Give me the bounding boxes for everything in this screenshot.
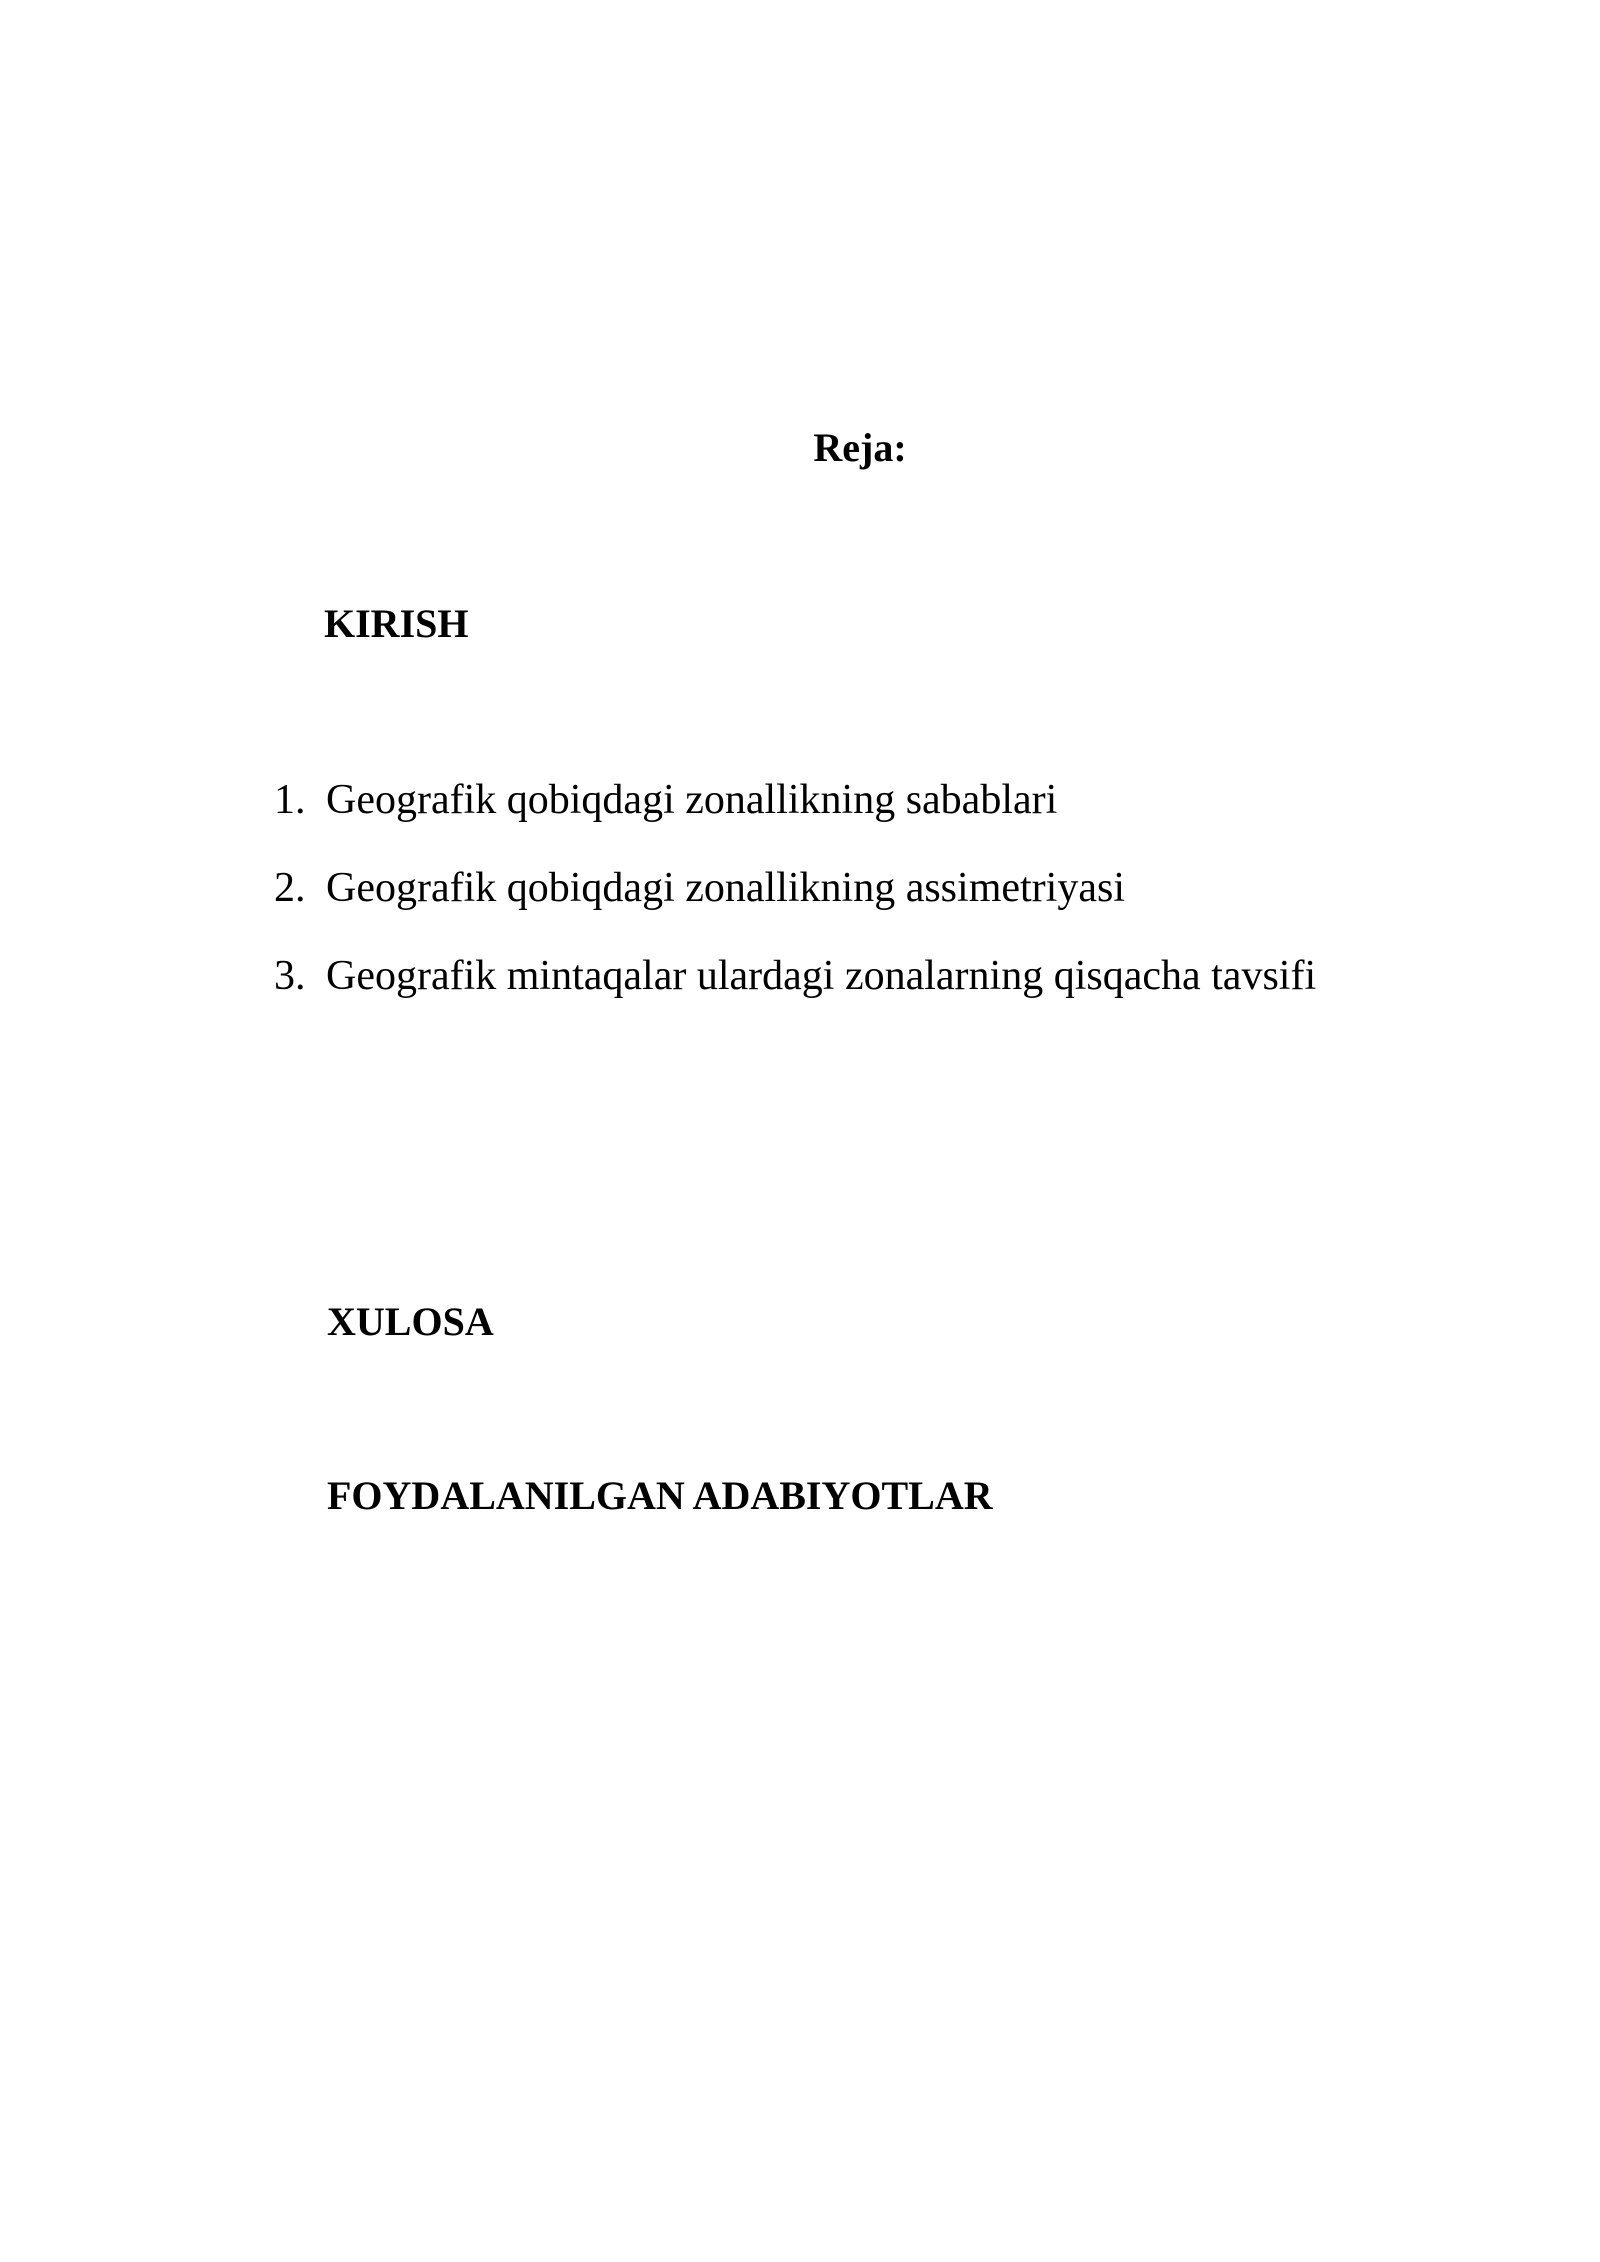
list-item-number: 2. xyxy=(274,865,306,911)
list-item-number: 1. xyxy=(274,777,306,823)
references-heading: FOYDALANILGAN ADABIYOTLAR xyxy=(327,1473,993,1518)
conclusion-heading: XULOSA xyxy=(327,1299,494,1344)
list-item-text: Geografik qobiqdagi zonallikning assimetriyasi xyxy=(326,865,1125,911)
intro-heading: KIRISH xyxy=(324,601,469,646)
list-item-number: 3. xyxy=(274,953,306,999)
list-item-text: Geografik qobiqdagi zonallikning sabablari xyxy=(326,777,1058,823)
list-item-text: Geografik mintaqalar ulardagi zonalarning qisqacha tavsifi xyxy=(326,953,1317,999)
page-title: Reja: xyxy=(813,425,907,470)
